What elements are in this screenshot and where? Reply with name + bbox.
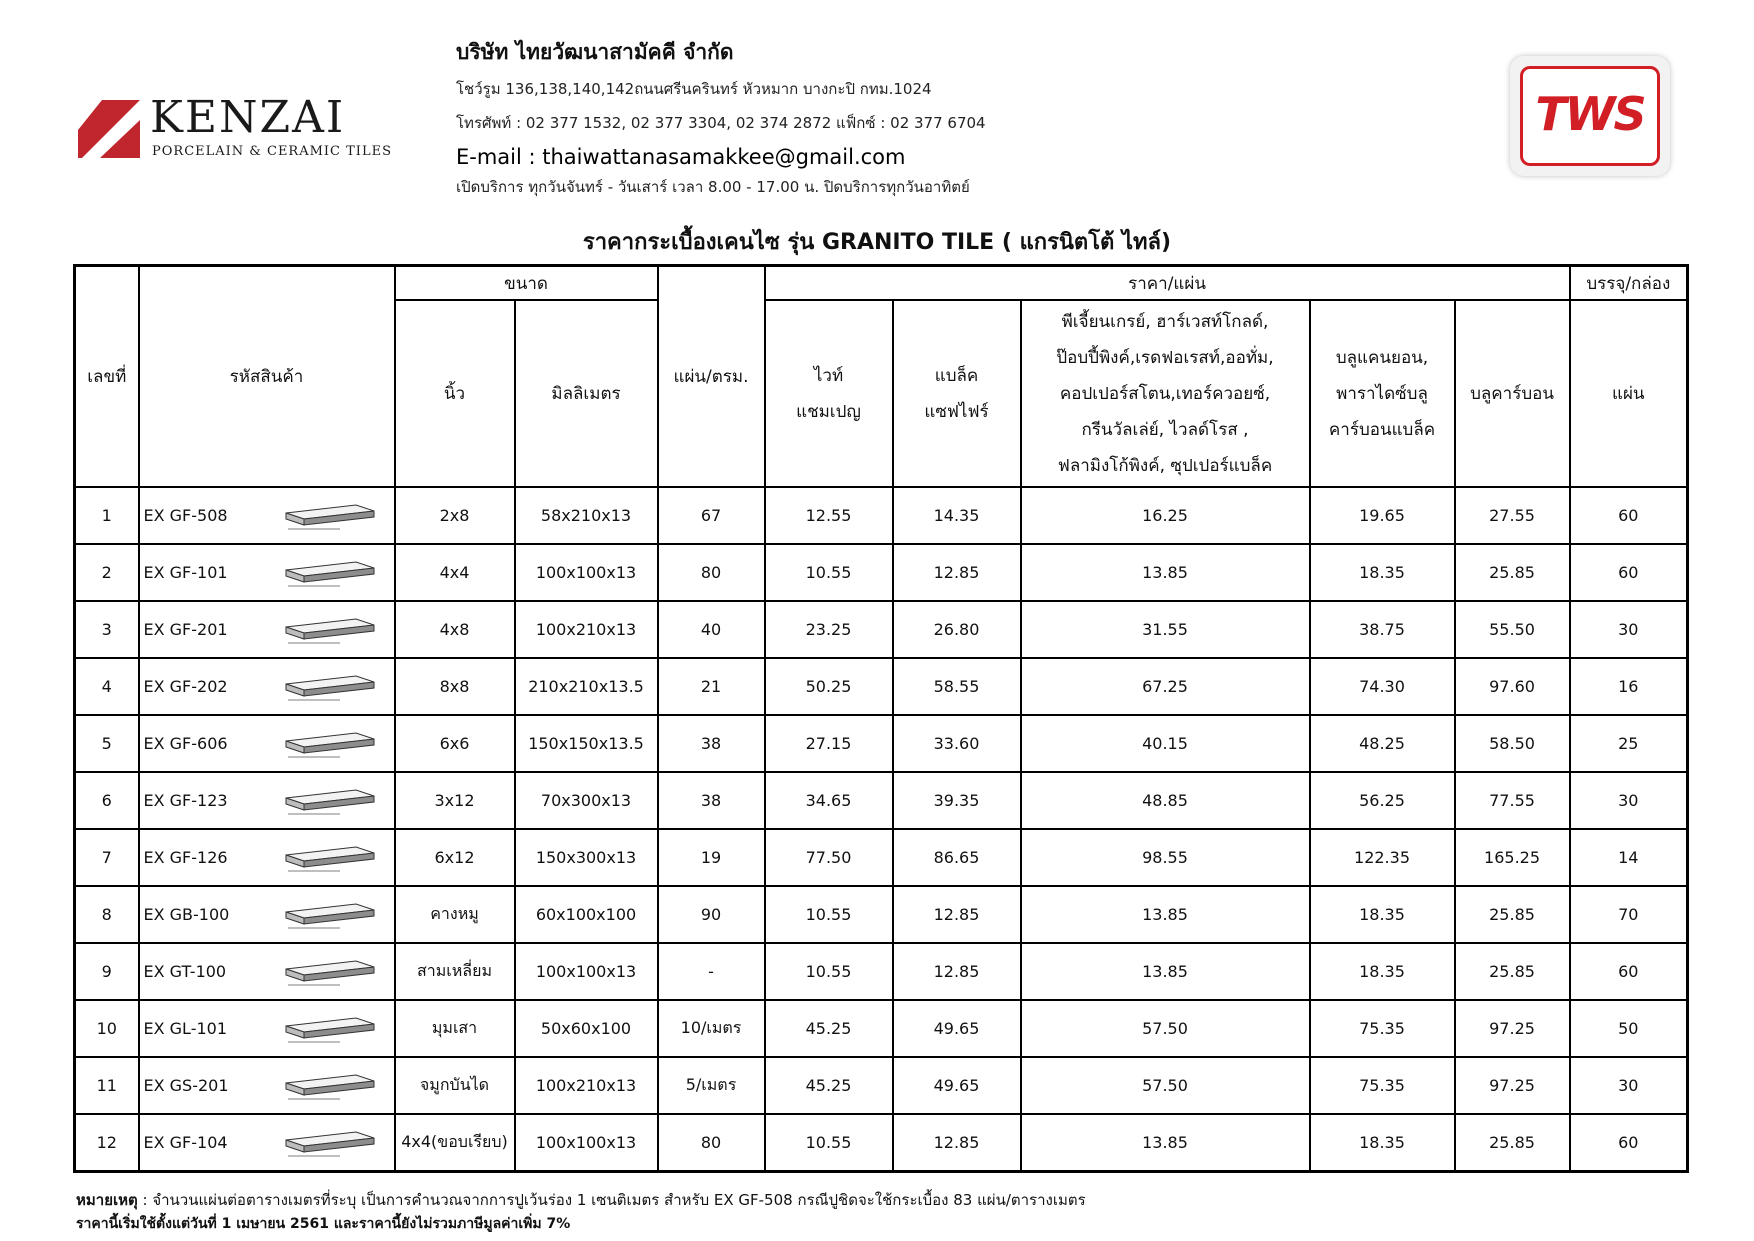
cell-price-1: 45.25 bbox=[765, 1057, 893, 1114]
cell-inch: 6x12 bbox=[395, 829, 515, 886]
cell-price-4: 18.35 bbox=[1310, 886, 1455, 943]
cell-per-sqm: 10/เมตร bbox=[658, 1000, 765, 1057]
cell-price-4: 75.35 bbox=[1310, 1000, 1455, 1057]
header-price-2-line: แบล็ค bbox=[934, 365, 979, 386]
header-size-group: ขนาด bbox=[395, 266, 658, 301]
tile-sketch-icon bbox=[280, 613, 380, 647]
header-price-4 bbox=[1310, 300, 1455, 487]
cell-pack: 30 bbox=[1570, 601, 1688, 658]
product-code: EX GF-126 bbox=[143, 848, 228, 867]
cell-code bbox=[139, 1057, 395, 1114]
company-name: บริษัท ไทยวัฒนาสามัคคี จำกัด bbox=[456, 40, 734, 64]
cell-price-5: 27.55 bbox=[1455, 487, 1570, 544]
header-inch: นิ้ว bbox=[395, 300, 515, 487]
tws-wordmark: TWS bbox=[1535, 87, 1645, 141]
header-price-4-line: พาราไดซ์บลู bbox=[1336, 383, 1428, 404]
cell-mm: 100x100x13 bbox=[515, 943, 658, 1000]
cell-mm: 70x300x13 bbox=[515, 772, 658, 829]
cell-price-1: 45.25 bbox=[765, 1000, 893, 1057]
kenzai-tagline: PORCELAIN & CERAMIC TILES bbox=[152, 144, 392, 159]
header-pack: แผ่น bbox=[1570, 300, 1688, 487]
cell-no: 4 bbox=[75, 658, 139, 715]
cell-inch: 8x8 bbox=[395, 658, 515, 715]
tile-sketch-icon bbox=[280, 1069, 380, 1103]
cell-code bbox=[139, 772, 395, 829]
cell-pack: 30 bbox=[1570, 772, 1688, 829]
cell-code bbox=[139, 487, 395, 544]
cell-no: 3 bbox=[75, 601, 139, 658]
tws-logo bbox=[1510, 56, 1670, 176]
cell-price-5: 58.50 bbox=[1455, 715, 1570, 772]
cell-per-sqm: 19 bbox=[658, 829, 765, 886]
cell-price-2: 26.80 bbox=[893, 601, 1021, 658]
code-wrap bbox=[144, 499, 394, 533]
footnote-text: : จำนวนแผ่นต่อตารางเมตรที่ระบุ เป็นการคำนวณจากการปูเว้นร่อง 1 เซนติเมตร สำหรับ EX GF-508 กรณีปูชิดจะใช้กระเบื้อง 83 แผ่น/ตารางเมตร bbox=[137, 1191, 1086, 1209]
email: E-mail : thaiwattanasamakkee@gmail.com bbox=[456, 145, 906, 169]
cell-price-1: 34.65 bbox=[765, 772, 893, 829]
cell-price-4: 122.35 bbox=[1310, 829, 1455, 886]
header-price-4-line: คาร์บอนแบล็ค bbox=[1328, 419, 1436, 440]
opening-hours: เปิดบริการ ทุกวันจันทร์ - วันเสาร์ เวลา 8.00 - 17.00 น. ปิดบริการทุกวันอาทิตย์ bbox=[456, 178, 970, 196]
header-price-3-line: ฟลามิงโก้พิงค์, ซุปเปอร์แบล็ค bbox=[1057, 455, 1273, 476]
cell-mm: 100x210x13 bbox=[515, 601, 658, 658]
product-code: EX GF-606 bbox=[143, 734, 228, 753]
kenzai-mark-icon bbox=[78, 100, 140, 158]
cell-price-2: 39.35 bbox=[893, 772, 1021, 829]
cell-price-5: 25.85 bbox=[1455, 544, 1570, 601]
product-code: EX GS-201 bbox=[143, 1076, 229, 1095]
header-price-3-line: ป๊อบปี้พิงค์,เรดฟอเรสท์,ออทั่ม, bbox=[1056, 347, 1274, 368]
showroom-address: โชว์รูม 136,138,140,142ถนนศรีนครินทร์ หัวหมาก บางกะปิ กทม.1024 bbox=[456, 80, 932, 98]
cell-price-3: 13.85 bbox=[1021, 886, 1310, 943]
cell-no: 2 bbox=[75, 544, 139, 601]
price-table bbox=[73, 264, 1689, 1173]
tile-sketch-icon bbox=[280, 784, 380, 818]
cell-price-3: 13.85 bbox=[1021, 1114, 1310, 1172]
cell-per-sqm: 90 bbox=[658, 886, 765, 943]
product-code: EX GB-100 bbox=[143, 905, 230, 924]
cell-no: 10 bbox=[75, 1000, 139, 1057]
cell-price-2: 12.85 bbox=[893, 943, 1021, 1000]
code-wrap bbox=[144, 613, 394, 647]
cell-price-4: 18.35 bbox=[1310, 544, 1455, 601]
cell-price-5: 77.55 bbox=[1455, 772, 1570, 829]
cell-inch: 4x4(ขอบเรียบ) bbox=[395, 1114, 515, 1172]
cell-inch: คางหมู bbox=[395, 886, 515, 943]
table-row bbox=[75, 886, 1688, 943]
cell-price-3: 13.85 bbox=[1021, 943, 1310, 1000]
cell-inch: มุมเสา bbox=[395, 1000, 515, 1057]
cell-price-1: 10.55 bbox=[765, 943, 893, 1000]
cell-per-sqm: 38 bbox=[658, 715, 765, 772]
phone-fax: โทรศัพท์ : 02 377 1532, 02 377 3304, 02 374 2872 แฟ็กซ์ : 02 377 6704 bbox=[456, 114, 986, 132]
cell-inch: 3x12 bbox=[395, 772, 515, 829]
cell-code bbox=[139, 829, 395, 886]
cell-code bbox=[139, 1000, 395, 1057]
table-row bbox=[75, 1000, 1688, 1057]
cell-price-1: 50.25 bbox=[765, 658, 893, 715]
cell-price-2: 14.35 bbox=[893, 487, 1021, 544]
header-price-1-line: ไวท์ bbox=[813, 365, 844, 386]
cell-pack: 25 bbox=[1570, 715, 1688, 772]
table-row bbox=[75, 1057, 1688, 1114]
cell-code bbox=[139, 886, 395, 943]
tile-sketch-icon bbox=[280, 556, 380, 590]
header-price-4-line: บลูแคนยอน, bbox=[1335, 347, 1429, 368]
cell-mm: 58x210x13 bbox=[515, 487, 658, 544]
product-code: EX GF-508 bbox=[143, 506, 228, 525]
cell-pack: 50 bbox=[1570, 1000, 1688, 1057]
cell-no: 1 bbox=[75, 487, 139, 544]
header-per-sqm: แผ่น/ตรม. bbox=[658, 266, 765, 488]
cell-no: 6 bbox=[75, 772, 139, 829]
cell-pack: 30 bbox=[1570, 1057, 1688, 1114]
cell-inch: 4x8 bbox=[395, 601, 515, 658]
cell-per-sqm: 40 bbox=[658, 601, 765, 658]
code-wrap bbox=[144, 670, 394, 704]
header-price-3-line: พีเจี้ยนเกรย์, ฮาร์เวสท์โกลด์, bbox=[1061, 311, 1269, 332]
table-row bbox=[75, 943, 1688, 1000]
cell-per-sqm: 80 bbox=[658, 544, 765, 601]
cell-pack: 60 bbox=[1570, 1114, 1688, 1172]
code-wrap bbox=[144, 556, 394, 590]
header-price-5: บลูคาร์บอน bbox=[1455, 300, 1570, 487]
code-wrap bbox=[144, 1126, 394, 1160]
cell-price-1: 10.55 bbox=[765, 544, 893, 601]
cell-price-3: 57.50 bbox=[1021, 1000, 1310, 1057]
cell-price-2: 12.85 bbox=[893, 544, 1021, 601]
cell-price-1: 23.25 bbox=[765, 601, 893, 658]
cell-price-2: 12.85 bbox=[893, 1114, 1021, 1172]
cell-price-5: 97.60 bbox=[1455, 658, 1570, 715]
company-info bbox=[456, 36, 1336, 209]
cell-mm: 150x150x13.5 bbox=[515, 715, 658, 772]
cell-price-1: 10.55 bbox=[765, 1114, 893, 1172]
product-code: EX GT-100 bbox=[143, 962, 227, 981]
cell-no: 12 bbox=[75, 1114, 139, 1172]
product-code: EX GF-201 bbox=[143, 620, 228, 639]
cell-price-5: 25.85 bbox=[1455, 1114, 1570, 1172]
header-price-3-line: คอปเปอร์สโตน,เทอร์ควอยซ์, bbox=[1059, 383, 1271, 404]
tws-frame bbox=[1520, 66, 1660, 166]
table-row bbox=[75, 658, 1688, 715]
cell-per-sqm: - bbox=[658, 943, 765, 1000]
cell-inch: จมูกบันได bbox=[395, 1057, 515, 1114]
cell-code bbox=[139, 601, 395, 658]
cell-no: 8 bbox=[75, 886, 139, 943]
table-row bbox=[75, 772, 1688, 829]
header-code: รหัสสินค้า bbox=[139, 266, 395, 488]
table-row bbox=[75, 601, 1688, 658]
code-wrap bbox=[144, 955, 394, 989]
code-wrap bbox=[144, 784, 394, 818]
product-code: EX GF-101 bbox=[143, 563, 228, 582]
code-wrap bbox=[144, 727, 394, 761]
cell-pack: 16 bbox=[1570, 658, 1688, 715]
cell-price-4: 18.35 bbox=[1310, 1114, 1455, 1172]
cell-mm: 150x300x13 bbox=[515, 829, 658, 886]
cell-code bbox=[139, 1114, 395, 1172]
cell-per-sqm: 80 bbox=[658, 1114, 765, 1172]
header-price-3 bbox=[1021, 300, 1310, 487]
header-price-1 bbox=[765, 300, 893, 487]
cell-price-1: 10.55 bbox=[765, 886, 893, 943]
cell-no: 7 bbox=[75, 829, 139, 886]
cell-no: 11 bbox=[75, 1057, 139, 1114]
cell-mm: 100x100x13 bbox=[515, 544, 658, 601]
code-wrap bbox=[144, 1012, 394, 1046]
cell-price-3: 40.15 bbox=[1021, 715, 1310, 772]
product-code: EX GF-123 bbox=[143, 791, 228, 810]
cell-price-3: 13.85 bbox=[1021, 544, 1310, 601]
cell-price-3: 67.25 bbox=[1021, 658, 1310, 715]
cell-per-sqm: 5/เมตร bbox=[658, 1057, 765, 1114]
cell-inch: 2x8 bbox=[395, 487, 515, 544]
tile-sketch-icon bbox=[280, 898, 380, 932]
header-price-1-line: แชมเปญ bbox=[796, 401, 861, 422]
cell-mm: 100x210x13 bbox=[515, 1057, 658, 1114]
cell-price-5: 97.25 bbox=[1455, 1000, 1570, 1057]
header-price-group: ราคา/แผ่น bbox=[765, 266, 1570, 301]
cell-code bbox=[139, 658, 395, 715]
tile-sketch-icon bbox=[280, 1126, 380, 1160]
tile-sketch-icon bbox=[280, 955, 380, 989]
header-pack-group: บรรจุ/กล่อง bbox=[1570, 266, 1688, 301]
cell-price-2: 86.65 bbox=[893, 829, 1021, 886]
code-wrap bbox=[144, 898, 394, 932]
effective-date-note: ราคานี้เริ่มใช้ตั้งแต่วันที่ 1 เมษายน 2561 และราคานี้ยังไม่รวมภาษีมูลค่าเพิ่ม 7% bbox=[76, 1216, 571, 1232]
cell-price-2: 12.85 bbox=[893, 886, 1021, 943]
cell-price-3: 98.55 bbox=[1021, 829, 1310, 886]
product-code: EX GF-202 bbox=[143, 677, 228, 696]
cell-price-3: 16.25 bbox=[1021, 487, 1310, 544]
price-list-title: ราคากระเบื้องเคนไซ รุ่น GRANITO TILE ( แกรนิตโต้ ไทล์) bbox=[582, 230, 1172, 255]
cell-price-4: 75.35 bbox=[1310, 1057, 1455, 1114]
tile-sketch-icon bbox=[280, 727, 380, 761]
cell-pack: 60 bbox=[1570, 943, 1688, 1000]
cell-code bbox=[139, 943, 395, 1000]
cell-price-4: 74.30 bbox=[1310, 658, 1455, 715]
price-table-body bbox=[75, 487, 1688, 1172]
cell-price-3: 31.55 bbox=[1021, 601, 1310, 658]
tile-sketch-icon bbox=[280, 841, 380, 875]
cell-no: 5 bbox=[75, 715, 139, 772]
cell-price-2: 58.55 bbox=[893, 658, 1021, 715]
cell-mm: 100x100x13 bbox=[515, 1114, 658, 1172]
cell-price-5: 165.25 bbox=[1455, 829, 1570, 886]
cell-pack: 14 bbox=[1570, 829, 1688, 886]
table-row bbox=[75, 715, 1688, 772]
table-row bbox=[75, 829, 1688, 886]
cell-per-sqm: 21 bbox=[658, 658, 765, 715]
cell-per-sqm: 67 bbox=[658, 487, 765, 544]
table-row bbox=[75, 487, 1688, 544]
tile-sketch-icon bbox=[280, 670, 380, 704]
cell-price-1: 12.55 bbox=[765, 487, 893, 544]
product-code: EX GF-104 bbox=[143, 1133, 228, 1152]
cell-price-5: 25.85 bbox=[1455, 943, 1570, 1000]
cell-price-1: 77.50 bbox=[765, 829, 893, 886]
cell-price-1: 27.15 bbox=[765, 715, 893, 772]
header-price-2 bbox=[893, 300, 1021, 487]
cell-per-sqm: 38 bbox=[658, 772, 765, 829]
cell-price-4: 48.25 bbox=[1310, 715, 1455, 772]
cell-price-2: 49.65 bbox=[893, 1057, 1021, 1114]
header-price-2-line: แซฟไฟร์ bbox=[924, 401, 989, 422]
cell-inch: 6x6 bbox=[395, 715, 515, 772]
cell-mm: 60x100x100 bbox=[515, 886, 658, 943]
cell-price-4: 38.75 bbox=[1310, 601, 1455, 658]
header-mm: มิลลิเมตร bbox=[515, 300, 658, 487]
cell-price-4: 56.25 bbox=[1310, 772, 1455, 829]
cell-price-3: 48.85 bbox=[1021, 772, 1310, 829]
kenzai-wordmark: KENZAI bbox=[150, 92, 346, 143]
cell-mm: 210x210x13.5 bbox=[515, 658, 658, 715]
cell-price-5: 97.25 bbox=[1455, 1057, 1570, 1114]
cell-pack: 70 bbox=[1570, 886, 1688, 943]
cell-price-4: 18.35 bbox=[1310, 943, 1455, 1000]
cell-price-3: 57.50 bbox=[1021, 1057, 1310, 1114]
cell-price-2: 33.60 bbox=[893, 715, 1021, 772]
tile-sketch-icon bbox=[280, 1012, 380, 1046]
product-code: EX GL-101 bbox=[143, 1019, 227, 1038]
cell-price-2: 49.65 bbox=[893, 1000, 1021, 1057]
code-wrap bbox=[144, 1069, 394, 1103]
cell-mm: 50x60x100 bbox=[515, 1000, 658, 1057]
cell-price-5: 55.50 bbox=[1455, 601, 1570, 658]
kenzai-logo bbox=[78, 92, 392, 162]
cell-pack: 60 bbox=[1570, 487, 1688, 544]
cell-pack: 60 bbox=[1570, 544, 1688, 601]
cell-no: 9 bbox=[75, 943, 139, 1000]
cell-price-5: 25.85 bbox=[1455, 886, 1570, 943]
header-price-3-line: กรีนวัลเล่ย์, ไวลด์โรส , bbox=[1081, 419, 1249, 440]
cell-inch: 4x4 bbox=[395, 544, 515, 601]
header-no: เลขที่ bbox=[75, 266, 139, 488]
table-row bbox=[75, 544, 1688, 601]
table-row bbox=[75, 1114, 1688, 1172]
cell-price-4: 19.65 bbox=[1310, 487, 1455, 544]
footnote bbox=[76, 1188, 1086, 1212]
cell-inch: สามเหลี่ยม bbox=[395, 943, 515, 1000]
code-wrap bbox=[144, 841, 394, 875]
cell-code bbox=[139, 544, 395, 601]
footnote-label: หมายเหตุ bbox=[76, 1191, 138, 1209]
tile-sketch-icon bbox=[280, 499, 380, 533]
cell-code bbox=[139, 715, 395, 772]
